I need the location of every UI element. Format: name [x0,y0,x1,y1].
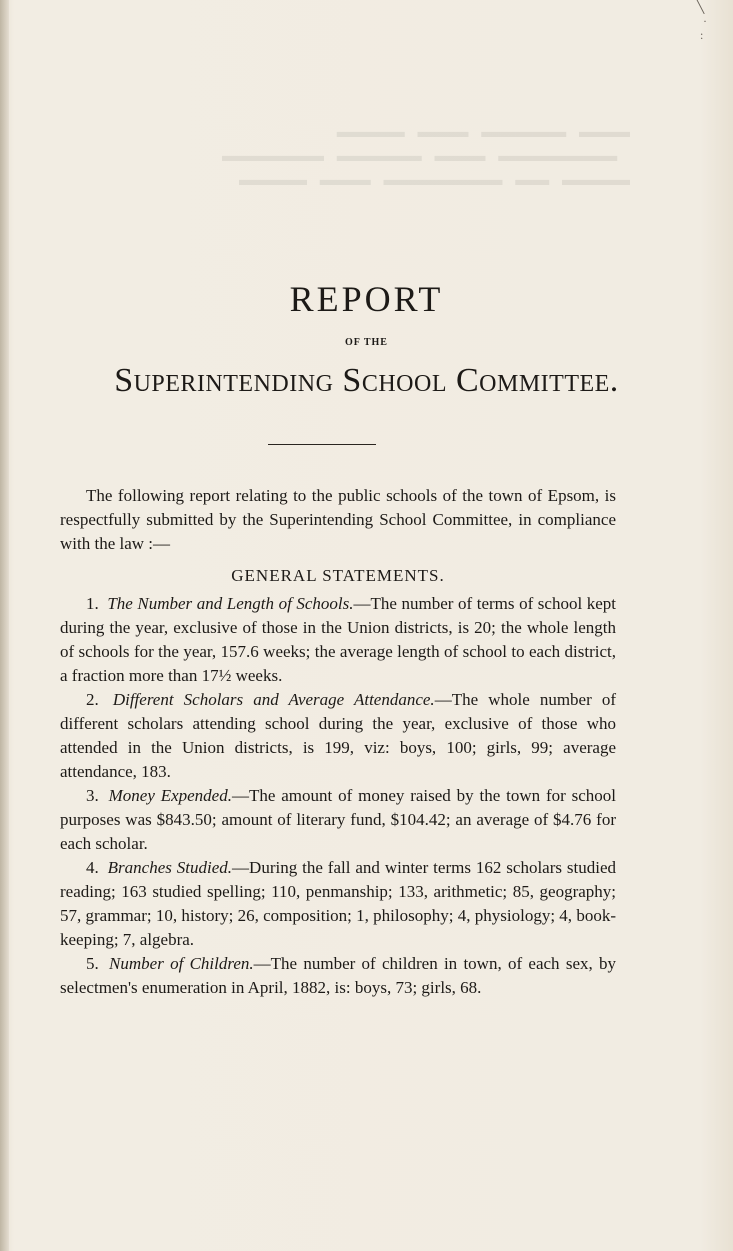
margin-marks: ╲ · : [697,0,707,42]
item-paragraph [60,688,616,784]
item-heading: The Number and Length of Schools. [107,594,354,613]
item-text: —During the fall and winter terms 162 scholars studied reading; 163 studied spelling; 110, penmanship; 133, arithmetic; 85, geography; 57, grammar; 10, history; 26, composition; 1, philosophy; 4, physiology; 4, book-keeping; 7, algebra. [60,858,617,949]
book-spine [0,0,9,1251]
intro-paragraph: The following report relating to the public schools of the town of Epsom, is respectfully submitted by the Superintending School Committee, in compliance with the law :— [60,486,616,553]
item-text: —The amount of money raised by the town for school purposes was $843.50; amount of literary fund, $104.42; an average of $4.76 for each scholar. [60,786,617,853]
item-paragraph [60,592,616,688]
item-text: —The whole number of different scholars attending school during the year, exclusive of those who attended in the Union districts, is 199, viz: boys, 100; girls, 99; average attendance, 183. [60,690,616,781]
item-number: 5. [86,954,99,973]
bleed-through: ▬▬▬ ▬▬▬▬▬ ▬▬▬ ▬▬▬▬ ▬▬▬▬▬▬▬ ▬▬▬ ▬▬▬▬▬ ▬▬▬▬▬▬ ▬▬▬▬ ▬▬ ▬▬▬▬▬▬▬ ▬▬▬ ▬▬▬▬ [222,122,630,189]
item-number: 1. [86,594,99,613]
report-title: REPORT [289,279,444,319]
item-number: 2. [86,690,99,709]
item-number: 4. [86,858,99,877]
item-number: 3. [86,786,99,805]
item-text: —The number of children in town, of each sex, by selectmen's enumeration in April, 1882, is: boys, 73; girls, 68. [60,954,617,997]
of-the-label: OF THE [345,337,388,348]
item-heading: Different Scholars and Average Attendance. [112,690,435,709]
item-paragraph [60,952,616,1000]
title-divider [268,444,376,445]
section-heading: GENERAL STATEMENTS. [231,566,445,585]
report-body [60,484,616,1000]
item-heading: Branches Studied. [107,858,233,877]
item-paragraph [60,856,616,952]
item-heading: Money Expended. [108,786,232,805]
committee-title: Superintending School Committee. [114,362,619,399]
item-heading: Number of Children. [109,954,254,973]
item-paragraph [60,784,616,856]
item-text: —The number of terms of school kept during the year, exclusive of those in the Union districts, is 20; the whole length of schools for the year, 157.6 weeks; the average length of school to each district, a fraction more than 17½ weeks. [60,594,617,685]
